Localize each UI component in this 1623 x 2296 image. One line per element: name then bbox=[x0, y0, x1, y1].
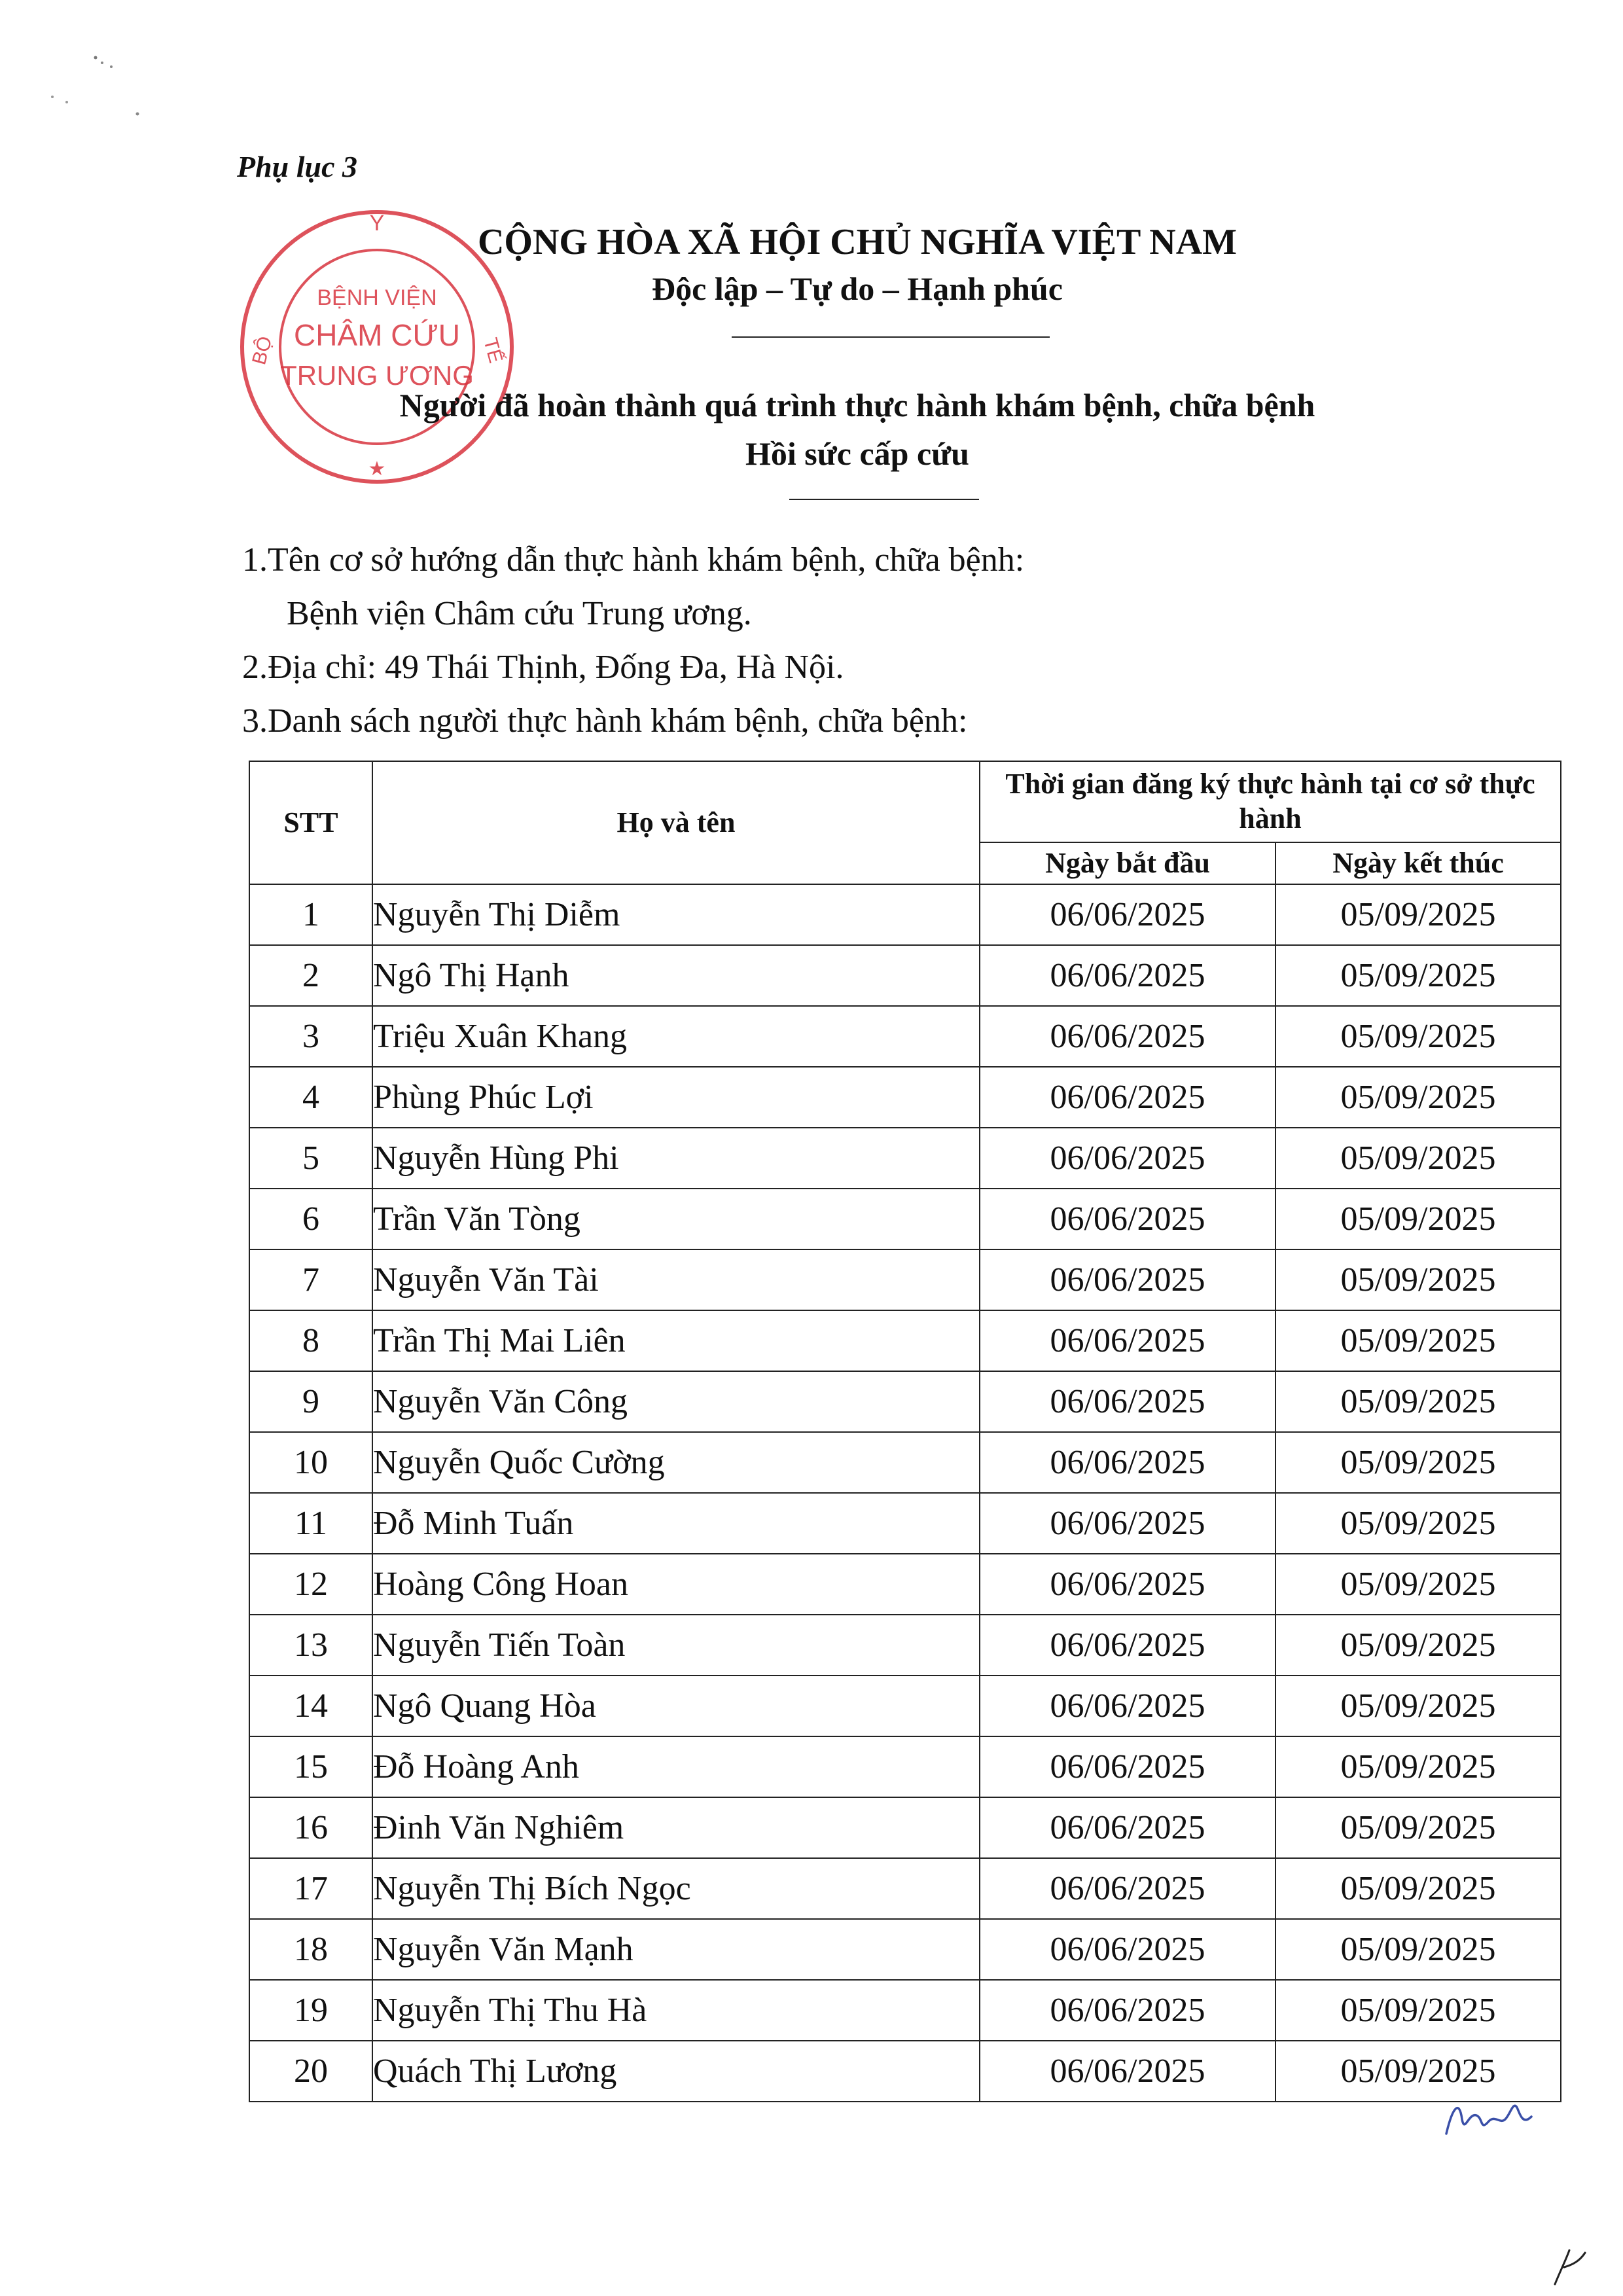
table-row bbox=[249, 1006, 1561, 1067]
row-name: Phùng Phúc Lợi bbox=[372, 1067, 980, 1128]
row-stt: 15 bbox=[249, 1736, 372, 1797]
header-divider bbox=[732, 336, 1050, 338]
row-end-date: 05/09/2025 bbox=[1275, 1067, 1561, 1128]
row-start-date: 06/06/2025 bbox=[980, 1493, 1275, 1554]
title-divider bbox=[789, 499, 979, 500]
row-start-date: 06/06/2025 bbox=[980, 1736, 1275, 1797]
row-stt: 5 bbox=[249, 1128, 372, 1189]
row-end-date: 05/09/2025 bbox=[1275, 1189, 1561, 1249]
row-start-date: 06/06/2025 bbox=[980, 2041, 1275, 2102]
header-end-date: Ngày kết thúc bbox=[1275, 842, 1561, 884]
table-row bbox=[249, 1310, 1561, 1371]
table-row bbox=[249, 1249, 1561, 1310]
row-start-date: 06/06/2025 bbox=[980, 1980, 1275, 2041]
row-start-date: 06/06/2025 bbox=[980, 1919, 1275, 1980]
table-row bbox=[249, 1858, 1561, 1919]
row-stt: 12 bbox=[249, 1554, 372, 1615]
table-row bbox=[249, 1432, 1561, 1493]
table-row bbox=[249, 1676, 1561, 1736]
document-title-line1: Người đã hoàn thành quá trình thực hành khám bệnh, chữa bệnh bbox=[399, 387, 1315, 423]
row-start-date: 06/06/2025 bbox=[980, 1797, 1275, 1858]
row-end-date: 05/09/2025 bbox=[1275, 1006, 1561, 1067]
national-title: CỘNG HÒA XÃ HỘI CHỦ NGHĨA VIỆT NAM bbox=[477, 222, 1238, 262]
table-row bbox=[249, 1797, 1561, 1858]
row-stt: 9 bbox=[249, 1371, 372, 1432]
row-start-date: 06/06/2025 bbox=[980, 1615, 1275, 1676]
table-row bbox=[249, 884, 1561, 945]
row-end-date: 05/09/2025 bbox=[1275, 1493, 1561, 1554]
seal-left-letters: BỘ bbox=[248, 334, 277, 367]
row-end-date: 05/09/2025 bbox=[1275, 1310, 1561, 1371]
row-end-date: 05/09/2025 bbox=[1275, 1858, 1561, 1919]
row-stt: 17 bbox=[249, 1858, 372, 1919]
row-stt: 13 bbox=[249, 1615, 372, 1676]
row-start-date: 06/06/2025 bbox=[980, 1371, 1275, 1432]
table-row bbox=[249, 945, 1561, 1006]
row-start-date: 06/06/2025 bbox=[980, 1067, 1275, 1128]
row-start-date: 06/06/2025 bbox=[980, 1554, 1275, 1615]
row-end-date: 05/09/2025 bbox=[1275, 1919, 1561, 1980]
row-stt: 7 bbox=[249, 1249, 372, 1310]
row-stt: 4 bbox=[249, 1067, 372, 1128]
row-end-date: 05/09/2025 bbox=[1275, 1736, 1561, 1797]
row-name: Trần Văn Tòng bbox=[372, 1189, 980, 1249]
header-start-date: Ngày bắt đầu bbox=[980, 842, 1275, 884]
seal-star-icon: ★ bbox=[368, 458, 386, 480]
row-stt: 8 bbox=[249, 1310, 372, 1371]
signature bbox=[1440, 2093, 1538, 2145]
table-row bbox=[249, 1554, 1561, 1615]
row-name: Đinh Văn Nghiêm bbox=[372, 1797, 980, 1858]
facility-name: Bệnh viện Châm cứu Trung ương. bbox=[287, 595, 752, 632]
row-name: Triệu Xuân Khang bbox=[372, 1006, 980, 1067]
row-end-date: 05/09/2025 bbox=[1275, 1249, 1561, 1310]
table-row bbox=[249, 1128, 1561, 1189]
row-stt: 19 bbox=[249, 1980, 372, 2041]
row-end-date: 05/09/2025 bbox=[1275, 1615, 1561, 1676]
table-row bbox=[249, 1615, 1561, 1676]
table-row bbox=[249, 1067, 1561, 1128]
row-end-date: 05/09/2025 bbox=[1275, 2041, 1561, 2102]
row-end-date: 05/09/2025 bbox=[1275, 1980, 1561, 2041]
row-start-date: 06/06/2025 bbox=[980, 945, 1275, 1006]
row-end-date: 05/09/2025 bbox=[1275, 1797, 1561, 1858]
table-row bbox=[249, 2041, 1561, 2102]
row-end-date: 05/09/2025 bbox=[1275, 1676, 1561, 1736]
row-start-date: 06/06/2025 bbox=[980, 1128, 1275, 1189]
row-name: Nguyễn Thị Thu Hà bbox=[372, 1980, 980, 2041]
row-end-date: 05/09/2025 bbox=[1275, 945, 1561, 1006]
row-start-date: 06/06/2025 bbox=[980, 1432, 1275, 1493]
document-title-line2: Hồi sức cấp cứu bbox=[745, 435, 969, 472]
row-name: Nguyễn Tiến Toàn bbox=[372, 1615, 980, 1676]
row-start-date: 06/06/2025 bbox=[980, 1006, 1275, 1067]
row-start-date: 06/06/2025 bbox=[980, 1858, 1275, 1919]
row-name: Nguyễn Hùng Phi bbox=[372, 1128, 980, 1189]
table-row bbox=[249, 1980, 1561, 2041]
row-end-date: 05/09/2025 bbox=[1275, 1554, 1561, 1615]
seal-right-letters: TẾ bbox=[479, 335, 507, 366]
seal-line1: BỆNH VIỆN bbox=[317, 285, 437, 310]
national-motto: Độc lập – Tự do – Hạnh phúc bbox=[652, 270, 1063, 307]
row-end-date: 05/09/2025 bbox=[1275, 1371, 1561, 1432]
row-start-date: 06/06/2025 bbox=[980, 884, 1275, 945]
row-end-date: 05/09/2025 bbox=[1275, 884, 1561, 945]
row-name: Quách Thị Lương bbox=[372, 2041, 980, 2102]
row-stt: 11 bbox=[249, 1493, 372, 1554]
row-stt: 18 bbox=[249, 1919, 372, 1980]
row-name: Nguyễn Quốc Cường bbox=[372, 1432, 980, 1493]
table-row bbox=[249, 1371, 1561, 1432]
row-name: Trần Thị Mai Liên bbox=[372, 1310, 980, 1371]
row-end-date: 05/09/2025 bbox=[1275, 1128, 1561, 1189]
row-stt: 20 bbox=[249, 2041, 372, 2102]
initial-mark bbox=[1544, 2238, 1597, 2291]
row-name: Đỗ Hoàng Anh bbox=[372, 1736, 980, 1797]
row-name: Ngô Thị Hạnh bbox=[372, 945, 980, 1006]
row-name: Ngô Quang Hòa bbox=[372, 1676, 980, 1736]
table-row bbox=[249, 1736, 1561, 1797]
facility-label: 1.Tên cơ sở hướng dẫn thực hành khám bệnh, chữa bệnh: bbox=[242, 541, 1025, 579]
row-stt: 16 bbox=[249, 1797, 372, 1858]
row-name: Nguyễn Văn Mạnh bbox=[372, 1919, 980, 1980]
row-start-date: 06/06/2025 bbox=[980, 1249, 1275, 1310]
header-stt: STT bbox=[249, 761, 372, 884]
row-end-date: 05/09/2025 bbox=[1275, 1432, 1561, 1493]
row-name: Nguyễn Văn Công bbox=[372, 1371, 980, 1432]
seal-line2: CHÂM CỨU bbox=[294, 318, 460, 352]
scan-specks bbox=[39, 46, 170, 124]
header-period: Thời gian đăng ký thực hành tại cơ sở thực hành bbox=[980, 761, 1561, 842]
row-start-date: 06/06/2025 bbox=[980, 1189, 1275, 1249]
row-stt: 2 bbox=[249, 945, 372, 1006]
row-stt: 14 bbox=[249, 1676, 372, 1736]
row-name: Nguyễn Thị Bích Ngọc bbox=[372, 1858, 980, 1919]
row-name: Nguyễn Thị Diễm bbox=[372, 884, 980, 945]
row-stt: 6 bbox=[249, 1189, 372, 1249]
table-row bbox=[249, 1919, 1561, 1980]
header-name: Họ và tên bbox=[372, 761, 980, 884]
facility-address: 2.Địa chỉ: 49 Thái Thịnh, Đống Đa, Hà Nội. bbox=[242, 649, 844, 686]
row-stt: 3 bbox=[249, 1006, 372, 1067]
seal-line3: TRUNG ƯƠNG bbox=[280, 360, 474, 391]
practitioner-table bbox=[249, 761, 1561, 2102]
seal-top-letter: Y bbox=[369, 211, 385, 236]
table-row bbox=[249, 1189, 1561, 1249]
row-name: Nguyễn Văn Tài bbox=[372, 1249, 980, 1310]
row-stt: 1 bbox=[249, 884, 372, 945]
row-stt: 10 bbox=[249, 1432, 372, 1493]
row-name: Đỗ Minh Tuấn bbox=[372, 1493, 980, 1554]
row-start-date: 06/06/2025 bbox=[980, 1310, 1275, 1371]
row-name: Hoàng Công Hoan bbox=[372, 1554, 980, 1615]
appendix-label: Phụ lục 3 bbox=[237, 150, 358, 183]
list-heading: 3.Danh sách người thực hành khám bệnh, chữa bệnh: bbox=[242, 702, 968, 740]
table-row bbox=[249, 1493, 1561, 1554]
row-start-date: 06/06/2025 bbox=[980, 1676, 1275, 1736]
